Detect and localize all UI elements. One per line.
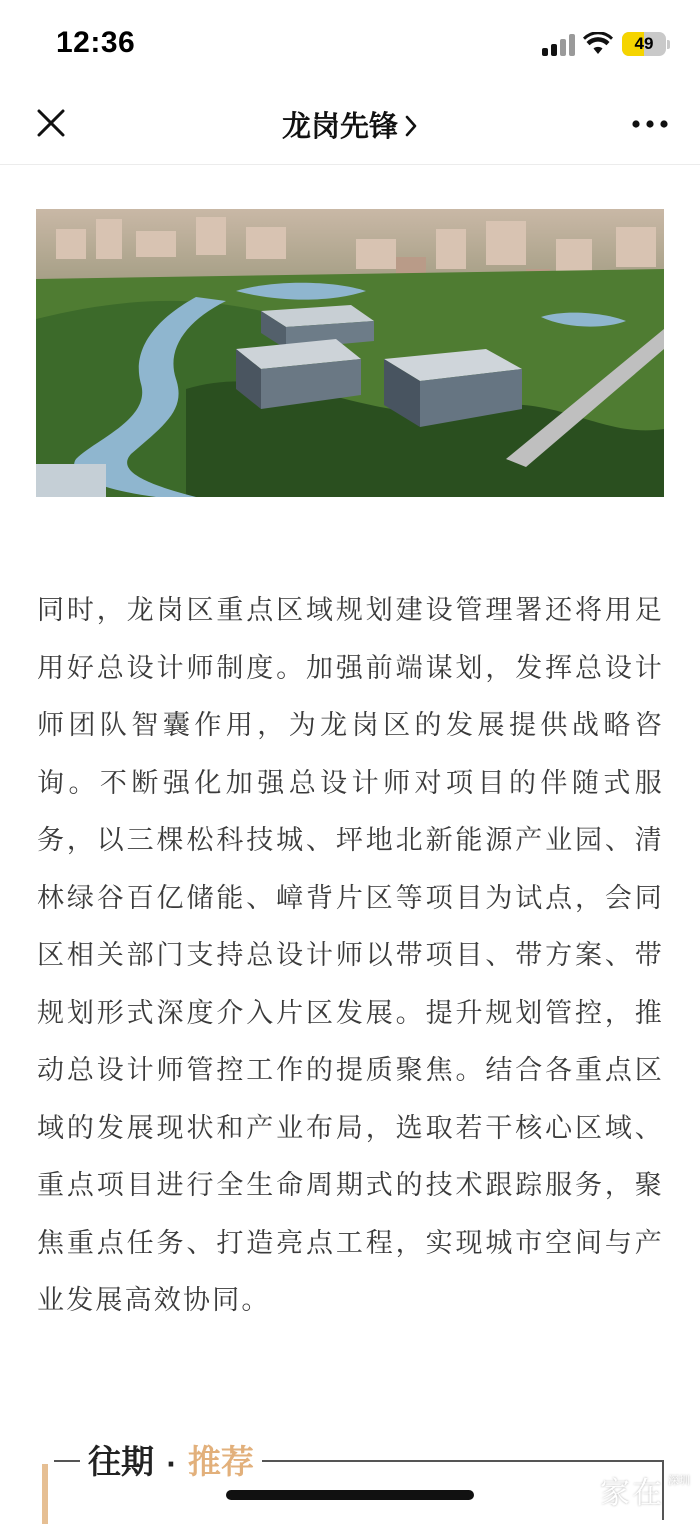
- heading-word-past: 往期: [88, 1442, 154, 1481]
- status-time: 12:36: [56, 26, 136, 59]
- chevron-right-icon: [404, 109, 418, 143]
- battery-icon: [622, 32, 666, 56]
- account-title: 龙岗先锋: [281, 109, 398, 143]
- section-heading: [80, 1436, 262, 1483]
- more-horizontal-icon: [626, 108, 674, 140]
- status-bar: [0, 0, 700, 88]
- section-accent-bar: [42, 1464, 48, 1524]
- past-recommendations-section: [40, 1432, 664, 1522]
- article-paragraph: 同时，龙岗区重点区域规划建设管理署还将用足用好总设计师制度。加强前端谋划，发挥总设计师团队智囊作用，为龙岗区的发展提供战略咨询。不断强化加强总设计师对项目的伴随式服务，以三棵松科技城、坪地北新能源产业园、清林绿谷百亿储能、嶂背片区等项目为试点，会同区相关部门支持总设计师以带项目、带方案、带规划形式深度介入片区发展。提升规划管控，推动总设计师管控工作的提质聚焦。结合各重点区域的发展现状和产业布局，选取若干核心区域、重点项目进行全生命周期式的技术跟踪服务，聚焦重点任务、打造亮点工程，实现城市空间与产业发展高效协同。: [37, 595, 664, 1316]
- heading-dot: ·: [166, 1450, 176, 1480]
- account-title-link[interactable]: [0, 104, 700, 145]
- aerial-city-photo: [36, 209, 664, 497]
- heading-word-recommend: 推荐: [187, 1442, 254, 1481]
- battery-level: 49: [634, 34, 654, 53]
- home-indicator[interactable]: [226, 1490, 474, 1500]
- site-watermark-sub: 深圳: [668, 1474, 690, 1487]
- wifi-icon: [583, 32, 613, 56]
- cellular-signal-icon: [542, 34, 576, 56]
- site-watermark: 家在: [600, 1476, 664, 1511]
- more-button[interactable]: [626, 108, 674, 140]
- nav-bar: [0, 88, 700, 165]
